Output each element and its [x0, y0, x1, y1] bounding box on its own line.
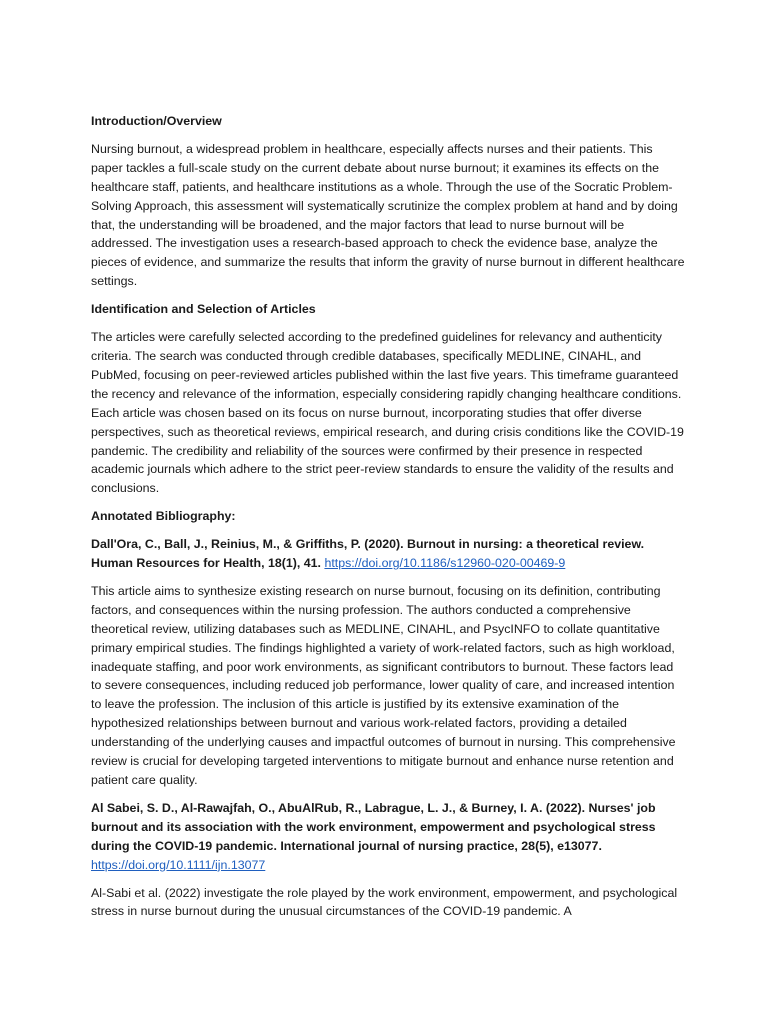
citation-2 [91, 799, 685, 875]
annotation-1: This article aims to synthesize existing research on nurse burnout, focusing on its definition, contributing factors, and consequences within the nursing profession. The authors conducted a comprehensive theoretical review, utilizing databases such as MEDLINE, CINAHL, and PsycINFO to collate quantitative primary empirical studies. The findings highlighted a variety of work-related factors, such as high workload, inadequate staffing, and poor work environments, as significant contributors to burnout. These factors lead to severe consequences, including reduced job performance, lower quality of care, and increased intention to leave the profession. The inclusion of this article is justified by its extensive examination of the hypothesized relationships between burnout and various work-related factors, providing a detailed understanding of the underlying causes and impactful outcomes of burnout in nursing. This comprehensive review is crucial for developing targeted interventions to mitigate burnout and enhance nurse retention and patient care quality. [91, 583, 676, 787]
citation-1-doi-link[interactable]: https://doi.org/10.1186/s12960-020-00469-9 [324, 556, 566, 571]
citation-1 [91, 535, 685, 573]
citation-2-text: Al Sabei, S. D., Al-Rawajfah, O., AbuAlRub, R., Labrague, L. J., & Burney, I. A. (2022). Nurses' job burnout and its association with the work environment, empowerment and psychological stress during the COVID-19 pandemic. International journal of nursing practice, 28(5), e13077. [91, 800, 656, 853]
intro-paragraph: Nursing burnout, a widespread problem in healthcare, especially affects nurses and their patients. This paper tackles a full-scale study on the current debate about nurse burnout; it examines its effects on the healthcare staff, patients, and healthcare institutions as a whole. Through the use of the Socratic Problem-Solving Approach, this assessment will systematically scrutinize the complex problem at hand and by doing that, the understanding will be broadened, and the major factors that lead to nurse burnout will be addressed. The investigation uses a research-based approach to check the evidence base, analyze the pieces of evidence, and summarize the results that inform the gravity of nurse burnout in different healthcare settings. [91, 141, 685, 289]
selection-paragraph: The articles were carefully selected according to the predefined guidelines for relevancy and authenticity criteria. The search was conducted through credible databases, specifically MEDLINE, CINAHL, and PubMed, focusing on peer-reviewed articles published within the last five years. This timeframe guaranteed the recency and relevance of the information, especially considering rapidly changing healthcare conditions. Each article was chosen based on its focus on nurse burnout, incorporating studies that offer diverse perspectives, such as theoretical reviews, empirical research, and during crisis conditions like the COVID-19 pandemic. The credibility and reliability of the sources were confirmed by their presence in respected academic journals which adhere to the strict peer-review standards to ensure the validity of the results and conclusions. [91, 330, 684, 496]
bibliography-heading: Annotated Bibliography: [91, 509, 236, 524]
citation-2-doi-link[interactable]: https://doi.org/10.1111/ijn.13077 [91, 857, 266, 872]
document-page [91, 112, 685, 930]
intro-heading: Introduction/Overview [91, 114, 222, 128]
citation-1-text: Dall'Ora, C., Ball, J., Reinius, M., & Griffiths, P. (2020). Burnout in nursing: a theoretical review. Human Resources for Health, 18(1), 41. [91, 537, 645, 571]
selection-heading: Identification and Selection of Articles [91, 302, 316, 317]
annotation-2: Al-Sabi et al. (2022) investigate the role played by the work environment, empowerment, and psychological stress in nurse burnout during the unusual circumstances of the COVID-19 pandemic. A [91, 885, 678, 919]
